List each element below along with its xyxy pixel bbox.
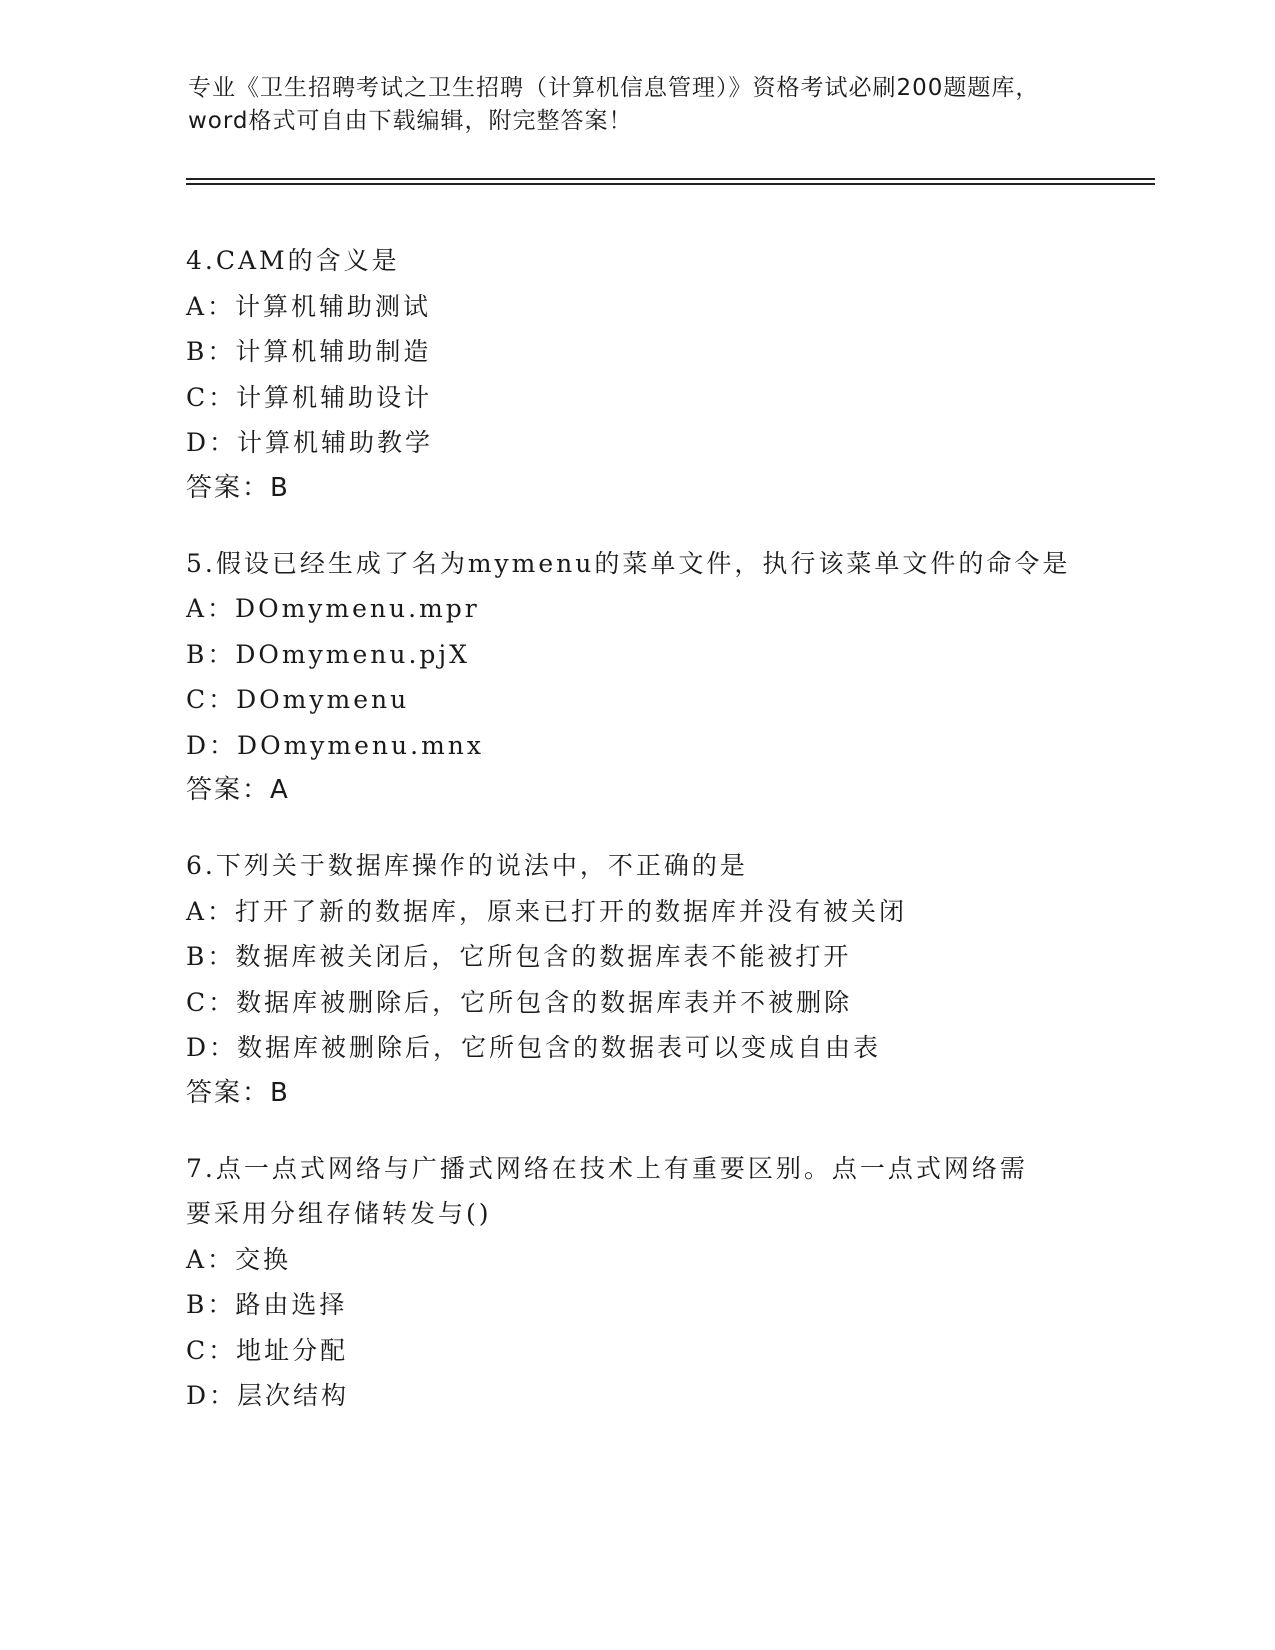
header-line-2: word格式可自由下载编辑，附完整答案！ [188, 108, 633, 134]
option-a: A：打开了新的数据库，原来已打开的数据库并没有被关闭 [186, 896, 908, 926]
option-d: D：层次结构 [186, 1381, 350, 1410]
answer-text: 答案：B [186, 1077, 290, 1108]
header-divider-bottom [186, 183, 1155, 185]
option-b: B：路由选择 [186, 1290, 348, 1319]
option-c: C：计算机辅助设计 [186, 382, 433, 412]
question-stem-line-2: 要采用分组存储转发与() [186, 1199, 492, 1228]
question-stem: 5.假设已经生成了名为mymenu的菜单文件，执行该菜单文件的命令是 [186, 548, 1071, 578]
answer-text: 答案：B [186, 472, 290, 503]
option-a: A：计算机辅助测试 [186, 291, 432, 321]
answer-text: 答案：A [186, 775, 290, 805]
option-c: C：地址分配 [186, 1335, 349, 1365]
question-7 [186, 1146, 1086, 1419]
header-divider-top [186, 178, 1155, 180]
question-stem: 4.CAM的含义是 [186, 246, 400, 275]
question-5 [186, 541, 1086, 814]
option-d: D：数据库被删除后，它所包含的数据表可以变成自由表 [186, 1033, 882, 1062]
option-b: B：DOmymenu.pjX [186, 639, 470, 669]
question-list [186, 238, 1086, 1449]
document-header [188, 72, 1088, 138]
option-d: D：计算机辅助教学 [186, 428, 434, 457]
option-c: C：DOmymenu [186, 685, 410, 714]
option-a: A：DOmymenu.mpr [186, 594, 480, 623]
header-line-1: 专业《卫生招聘考试之卫生招聘（计算机信息管理）》资格考试必刷200题题库， [188, 75, 1040, 101]
question-stem-line-1: 7.点一点式网络与广播式网络在技术上有重要区别。点一点式网络需 [186, 1153, 1028, 1183]
option-d: D：DOmymenu.mnx [186, 730, 484, 760]
option-b: B：计算机辅助制造 [186, 337, 432, 366]
question-4 [186, 238, 1086, 511]
option-b: B：数据库被关闭后，它所包含的数据库表不能被打开 [186, 942, 852, 971]
question-6 [186, 843, 1086, 1116]
option-c: C：数据库被删除后，它所包含的数据库表并不被删除 [186, 987, 853, 1017]
question-stem: 6.下列关于数据库操作的说法中，不正确的是 [186, 851, 748, 880]
option-a: A：交换 [186, 1244, 292, 1274]
